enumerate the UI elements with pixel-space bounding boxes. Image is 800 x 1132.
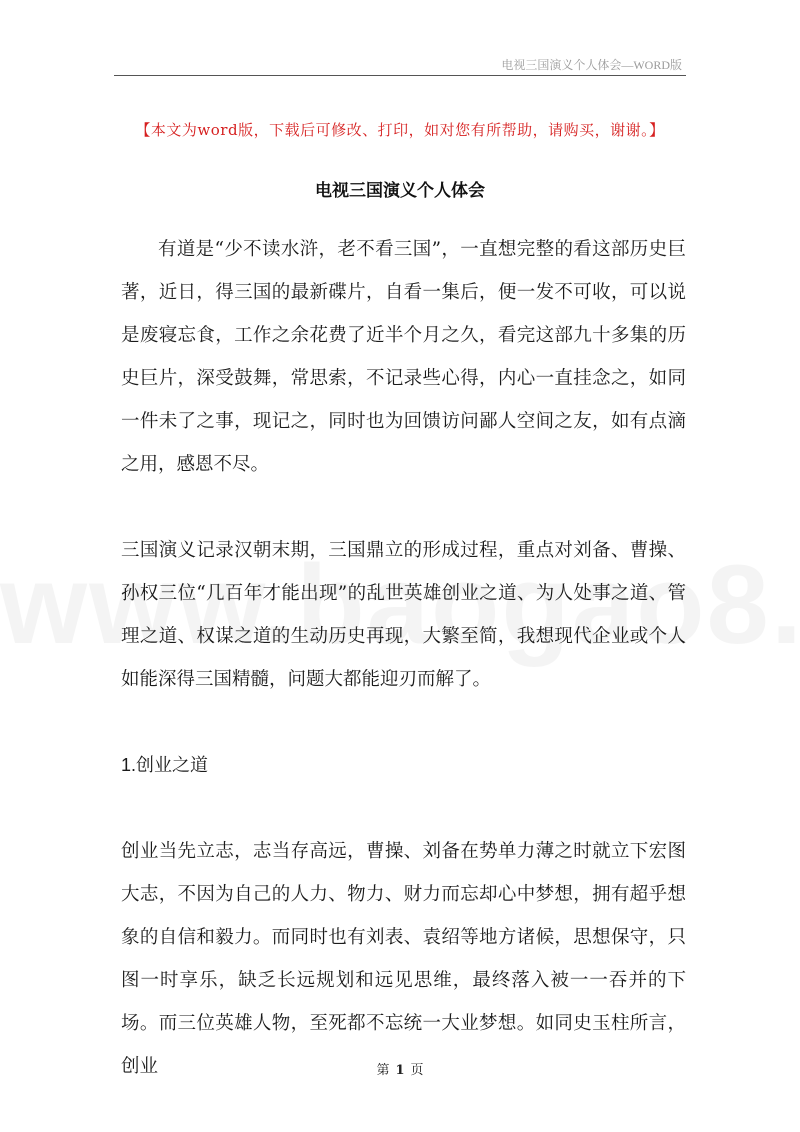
footer-prefix: 第 [376, 1063, 390, 1078]
footer-suffix: 页 [410, 1063, 424, 1078]
document-title: 电视三国演义个人体会 [315, 181, 485, 201]
paragraph-overview: 三国演义记录汉朝末期，三国鼎立的形成过程，重点对刘备、曹操、孙权三位“几百年才能出现”的乱世英雄创业之道、为人处事之道、管理之道、权谋之道的生动历史再现，大繁至简，我想现代企业或个人如能深得三国精髓，问题大都能迎刃而解了。 [121, 540, 686, 690]
paragraph-entrepreneurship: 创业当先立志，志当存高远，曹操、刘备在势单力薄之时就立下宏图大志，不因为自己的人力、物力、财力而忘却心中梦想，拥有超乎想象的自信和毅力。而同时也有刘表、袁绍等地方诸候，思想保守，只图一时享乐，缺乏长远规划和远见思维，最终落入被一一吞并的下场。而三位英雄人物，至死都不忘统一大业梦想。如同史玉柱所言，创业 [121, 841, 686, 1077]
running-header: 电视三国演义个人体会—WORD版 [501, 58, 682, 72]
header-divider [114, 75, 686, 76]
page-footer [0, 1059, 800, 1078]
page-number: 1 [395, 1063, 405, 1078]
document-body [121, 228, 686, 1131]
paragraph-intro: 有道是“少不读水浒，老不看三国”，一直想完整的看这部历史巨著，近日，得三国的最新碟片，自看一集后，便一发不可收，可以说是废寝忘食，工作之余花费了近半个月之久，看完这部九十多集的历史巨片，深受鼓舞，常思索，不记录些心得，内心一直挂念之，如同一件未了之事，现记之，同时也为回馈访问鄙人空间之友，如有点滴之用，感恩不尽。 [121, 239, 686, 475]
notice-banner: 【本文为word版，下载后可修改、打印，如对您有所帮助，请购买，谢谢。】 [135, 121, 665, 139]
section-heading: 1.创业之道 [121, 755, 209, 775]
